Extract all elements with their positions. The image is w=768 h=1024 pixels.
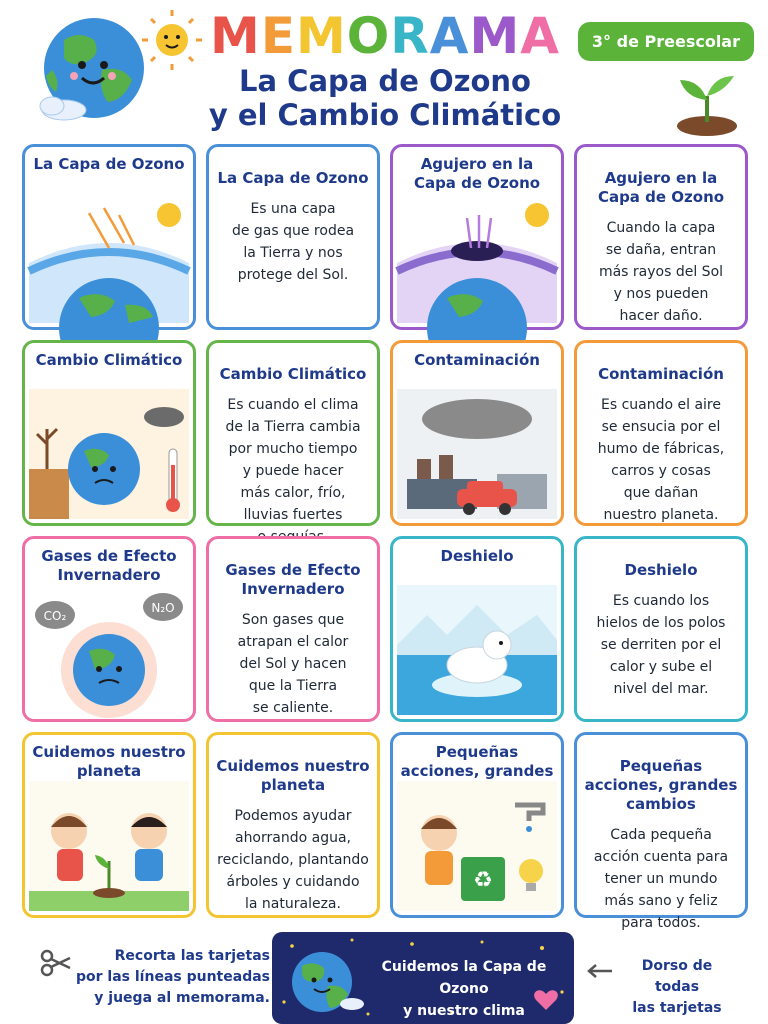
card-description-line: por mucho tiempo [228, 441, 358, 457]
memory-card [390, 144, 564, 330]
earth-icon [24, 10, 204, 125]
title-letter: M [210, 7, 261, 65]
card-description-line: del Sol y hacen [239, 656, 347, 672]
gas-label: N₂O [151, 601, 175, 615]
card-title: Cambio Climático [35, 351, 183, 369]
card-title: Cambio Climático [219, 365, 367, 383]
climate-change-illustration [29, 389, 189, 519]
card-description-line: Es una capa [250, 201, 336, 217]
memory-card [22, 340, 196, 526]
card-description-line: reciclando, plantando [217, 852, 369, 868]
grade-badge: 3° de Preescolar [578, 22, 754, 61]
kids-planting-illustration [29, 781, 189, 911]
card-illustration [397, 585, 557, 715]
card-description-line: la Tierra y nos [243, 245, 343, 261]
title-letter: O [346, 7, 391, 65]
card-description-line: Es cuando el aire [601, 397, 721, 413]
ozone-layer-illustration [29, 193, 189, 323]
card-description-line: hacer daño. [619, 308, 703, 324]
instructions-line: Recorta las tarjetas [114, 948, 270, 964]
card-title: Cuidemos nuestro planeta [216, 757, 370, 794]
card-description-line: Cuando la capa [606, 220, 716, 236]
card-description-line: lluvias fuertes [243, 507, 343, 523]
card-description-line: para todos. [621, 915, 701, 931]
card-illustration [397, 781, 557, 911]
card-title: Gases de Efecto Invernadero [41, 547, 177, 584]
title-block [190, 8, 580, 132]
card-description-line: de gas que rodea [231, 223, 355, 239]
card-description-line: Podemos ayudar [234, 808, 352, 824]
memory-card [206, 536, 380, 722]
card-title: Cuidemos nuestro planeta [32, 743, 186, 780]
card-description-line: árboles y cuidando [226, 874, 360, 890]
card-description-line: y puede hacer [242, 463, 344, 479]
card-description-line: ahorrando agua, [234, 830, 351, 846]
memory-card [390, 340, 564, 526]
title-letter: A [429, 7, 470, 65]
instructions-line: por las líneas punteadas [76, 969, 270, 985]
card-back-line: y nuestro clima [403, 1003, 525, 1019]
title-letter: M [469, 7, 521, 65]
header [0, 0, 768, 140]
card-illustration [29, 585, 189, 715]
card-title: Deshielo [440, 547, 514, 565]
card-title: Gases de Efecto Invernadero [225, 561, 361, 598]
instructions [40, 946, 270, 1009]
card-description-line: atrapan el calor [237, 634, 349, 650]
svg-text:♻: ♻ [473, 868, 493, 893]
card-description-line: la naturaleza. [245, 896, 341, 912]
memory-card [574, 144, 748, 330]
memory-card [22, 536, 196, 722]
sprout-icon [672, 70, 742, 136]
card-title: Contaminación [414, 351, 540, 369]
card-description [215, 198, 371, 286]
card-title: La Capa de Ozono [217, 169, 369, 187]
card-illustration [29, 193, 189, 323]
card-description-line: hielos de los polos [596, 615, 726, 631]
card-illustration [397, 389, 557, 519]
card-title: Deshielo [624, 561, 698, 579]
small-actions-illustration [397, 781, 557, 911]
card-description [215, 394, 371, 548]
card-description-line: se daña, entran [605, 242, 717, 258]
card-grid [22, 144, 748, 931]
card-title: Pequeñas acciones, grandes cambios [584, 757, 738, 813]
card-title: Contaminación [598, 365, 724, 383]
card-description-line: de la Tierra cambia [225, 419, 361, 435]
memory-card [206, 144, 380, 330]
card-description [583, 824, 739, 934]
gas-label: CO₂ [43, 609, 67, 623]
card-description [583, 590, 739, 700]
card-description-line: humo de fábricas, [597, 441, 725, 457]
subtitle-line2: y el Cambio Climático [208, 98, 562, 132]
card-description-line: Es cuando los [612, 593, 710, 609]
card-description-line: protege del Sol. [237, 267, 349, 283]
card-description [215, 609, 371, 719]
title-letter: A [520, 7, 560, 65]
card-title: Agujero en la Capa de Ozono [597, 169, 725, 206]
card-title: Pequeñas acciones, grandes [400, 743, 554, 780]
ozone-hole-illustration [397, 193, 557, 323]
memory-card [206, 340, 380, 526]
card-description-line: nuestro planeta. [603, 507, 719, 523]
footer [0, 928, 768, 1024]
back-label-line: las tarjetas [632, 1000, 722, 1016]
memory-card [22, 144, 196, 330]
card-back-line: Cuidemos la Capa de Ozono [381, 959, 547, 997]
card-description-line: acción cuenta para [593, 849, 729, 865]
pollution-illustration [397, 389, 557, 519]
card-description-line: Es cuando el clima [227, 397, 359, 413]
card-description [215, 805, 371, 915]
card-illustration [397, 193, 557, 323]
title-letter: E [260, 7, 296, 65]
card-illustration [29, 781, 189, 911]
card-description-line: más sano y feliz [604, 893, 718, 909]
memory-card [574, 732, 748, 931]
card-description [583, 217, 739, 327]
card-description-line: más rayos del Sol [598, 264, 724, 280]
card-title: La Capa de Ozono [33, 155, 185, 173]
card-description [583, 394, 739, 526]
card-description-line: carros y cosas [611, 463, 711, 479]
card-description-line: se caliente. [252, 700, 334, 716]
card-description-line: Son gases que [241, 612, 345, 628]
card-back-sample [272, 932, 574, 1024]
card-description-line: se derriten por el [600, 637, 722, 653]
card-illustration [29, 389, 189, 519]
memory-card [206, 732, 380, 918]
back-label-line: Dorso de todas [641, 958, 713, 995]
memory-card [574, 340, 748, 526]
card-title: Agujero en la Capa de Ozono [413, 155, 541, 192]
card-description-line: que la Tierra [248, 678, 338, 694]
memory-card [390, 732, 564, 918]
card-back-text [364, 956, 564, 1022]
title-letter: M [295, 7, 347, 65]
memory-card [22, 732, 196, 918]
melting-ice-illustration [397, 585, 557, 715]
greenhouse-gases-illustration [29, 585, 189, 715]
card-description-line: calor y sube el [609, 659, 713, 675]
memory-card [574, 536, 748, 722]
card-description-line: Cada pequeña [610, 827, 712, 843]
card-description-line: nivel del mar. [613, 681, 709, 697]
memory-card [390, 536, 564, 722]
title-letter: R [390, 7, 430, 65]
card-description-line: y nos pueden [613, 286, 709, 302]
main-title [190, 8, 580, 64]
card-description-line: se ensucia por el [601, 419, 721, 435]
back-label [622, 956, 732, 1019]
instructions-line: y juega al memorama. [94, 990, 270, 1006]
subtitle-line1: La Capa de Ozono [239, 64, 531, 98]
arrow-left-icon [586, 964, 612, 978]
card-description-line: que dañan [623, 485, 699, 501]
card-description-line: tener un mundo [604, 871, 718, 887]
card-description-line: más calor, frío, [240, 485, 346, 501]
